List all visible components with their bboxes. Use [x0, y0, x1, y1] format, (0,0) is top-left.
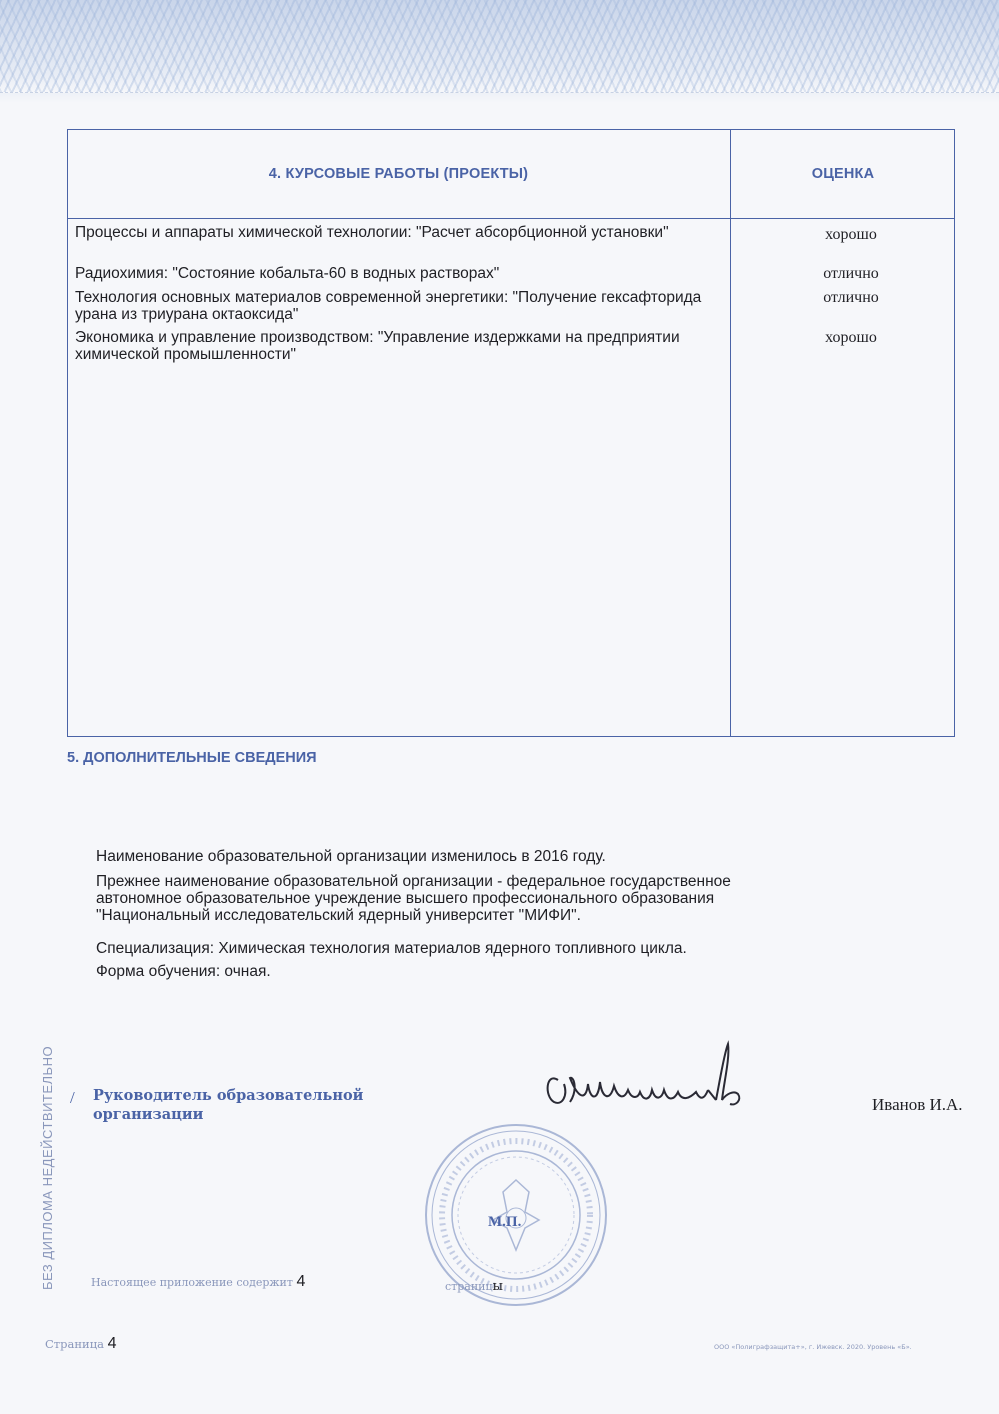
table-header-coursework: 4. КУРСОВЫЕ РАБОТЫ (ПРОЕКТЫ): [268, 166, 529, 182]
pages-count-number: 4: [296, 1273, 306, 1290]
head-of-organization-label: Руководитель образовательной организации: [93, 1087, 364, 1123]
pages-word: [445, 1279, 503, 1294]
coursework-table: [67, 129, 955, 737]
table-header-grade: ОЦЕНКА: [811, 166, 875, 182]
coursework-grade: отлично: [823, 265, 879, 282]
pages-count-note: [91, 1273, 305, 1291]
coursework-grade: отлично: [823, 289, 879, 306]
page-label: Страница: [45, 1337, 104, 1351]
table-header-divider: [67, 218, 955, 219]
coursework-grade: хорошо: [825, 226, 877, 243]
coursework-title: Технология основных материалов современной энергетики: "Получение гексафторида урана из триурана октаоксида": [75, 289, 702, 323]
printer-imprint: ООО «Полиграфзащита+», г. Ижевск. 2020. Уровень «Б».: [714, 1343, 912, 1351]
page-number: 4: [107, 1335, 117, 1352]
stamp-place-label: М.П.: [488, 1214, 522, 1230]
security-pattern-band: [0, 0, 999, 92]
info-line: Наименование образовательной организации изменилось в 2016 году.: [96, 848, 606, 865]
band-edge: [0, 92, 999, 103]
info-line: Форма обучения: очная.: [96, 963, 271, 980]
coursework-title: Радиохимия: "Состояние кобальта-60 в водных растворах": [75, 265, 500, 282]
handwritten-signature: [540, 1040, 770, 1120]
pages-count-prefix: Настоящее приложение содержит: [91, 1276, 293, 1289]
signature-slash: /: [70, 1088, 75, 1107]
section-5-heading: 5. ДОПОЛНИТЕЛЬНЫЕ СВЕДЕНИЯ: [67, 750, 317, 766]
side-warning-text: БЕЗ ДИПЛОМА НЕДЕЙСТВИТЕЛЬНО: [40, 1045, 55, 1290]
coursework-title: Экономика и управление производством: "Управление издержками на предприятии химической промышленности": [75, 329, 680, 363]
coursework-grade: хорошо: [825, 329, 877, 346]
pages-word-text: страниц: [445, 1280, 493, 1293]
coursework-title: Процессы и аппараты химической технологии: "Расчет абсорбционной установки": [75, 224, 669, 241]
info-line: Специализация: Химическая технология материалов ядерного топливного цикла.: [96, 940, 687, 957]
page-number-footer: [45, 1335, 117, 1353]
info-line: Прежнее наименование образовательной организации - федеральное государственное автономное образовательное учреждение высшего профессионального образования "Национальный исследовательский ядерный университет "МИФИ".: [96, 873, 731, 924]
pages-word-tail: ы: [492, 1279, 503, 1294]
table-column-divider: [730, 129, 731, 737]
head-name: Иванов И.А.: [872, 1095, 963, 1114]
